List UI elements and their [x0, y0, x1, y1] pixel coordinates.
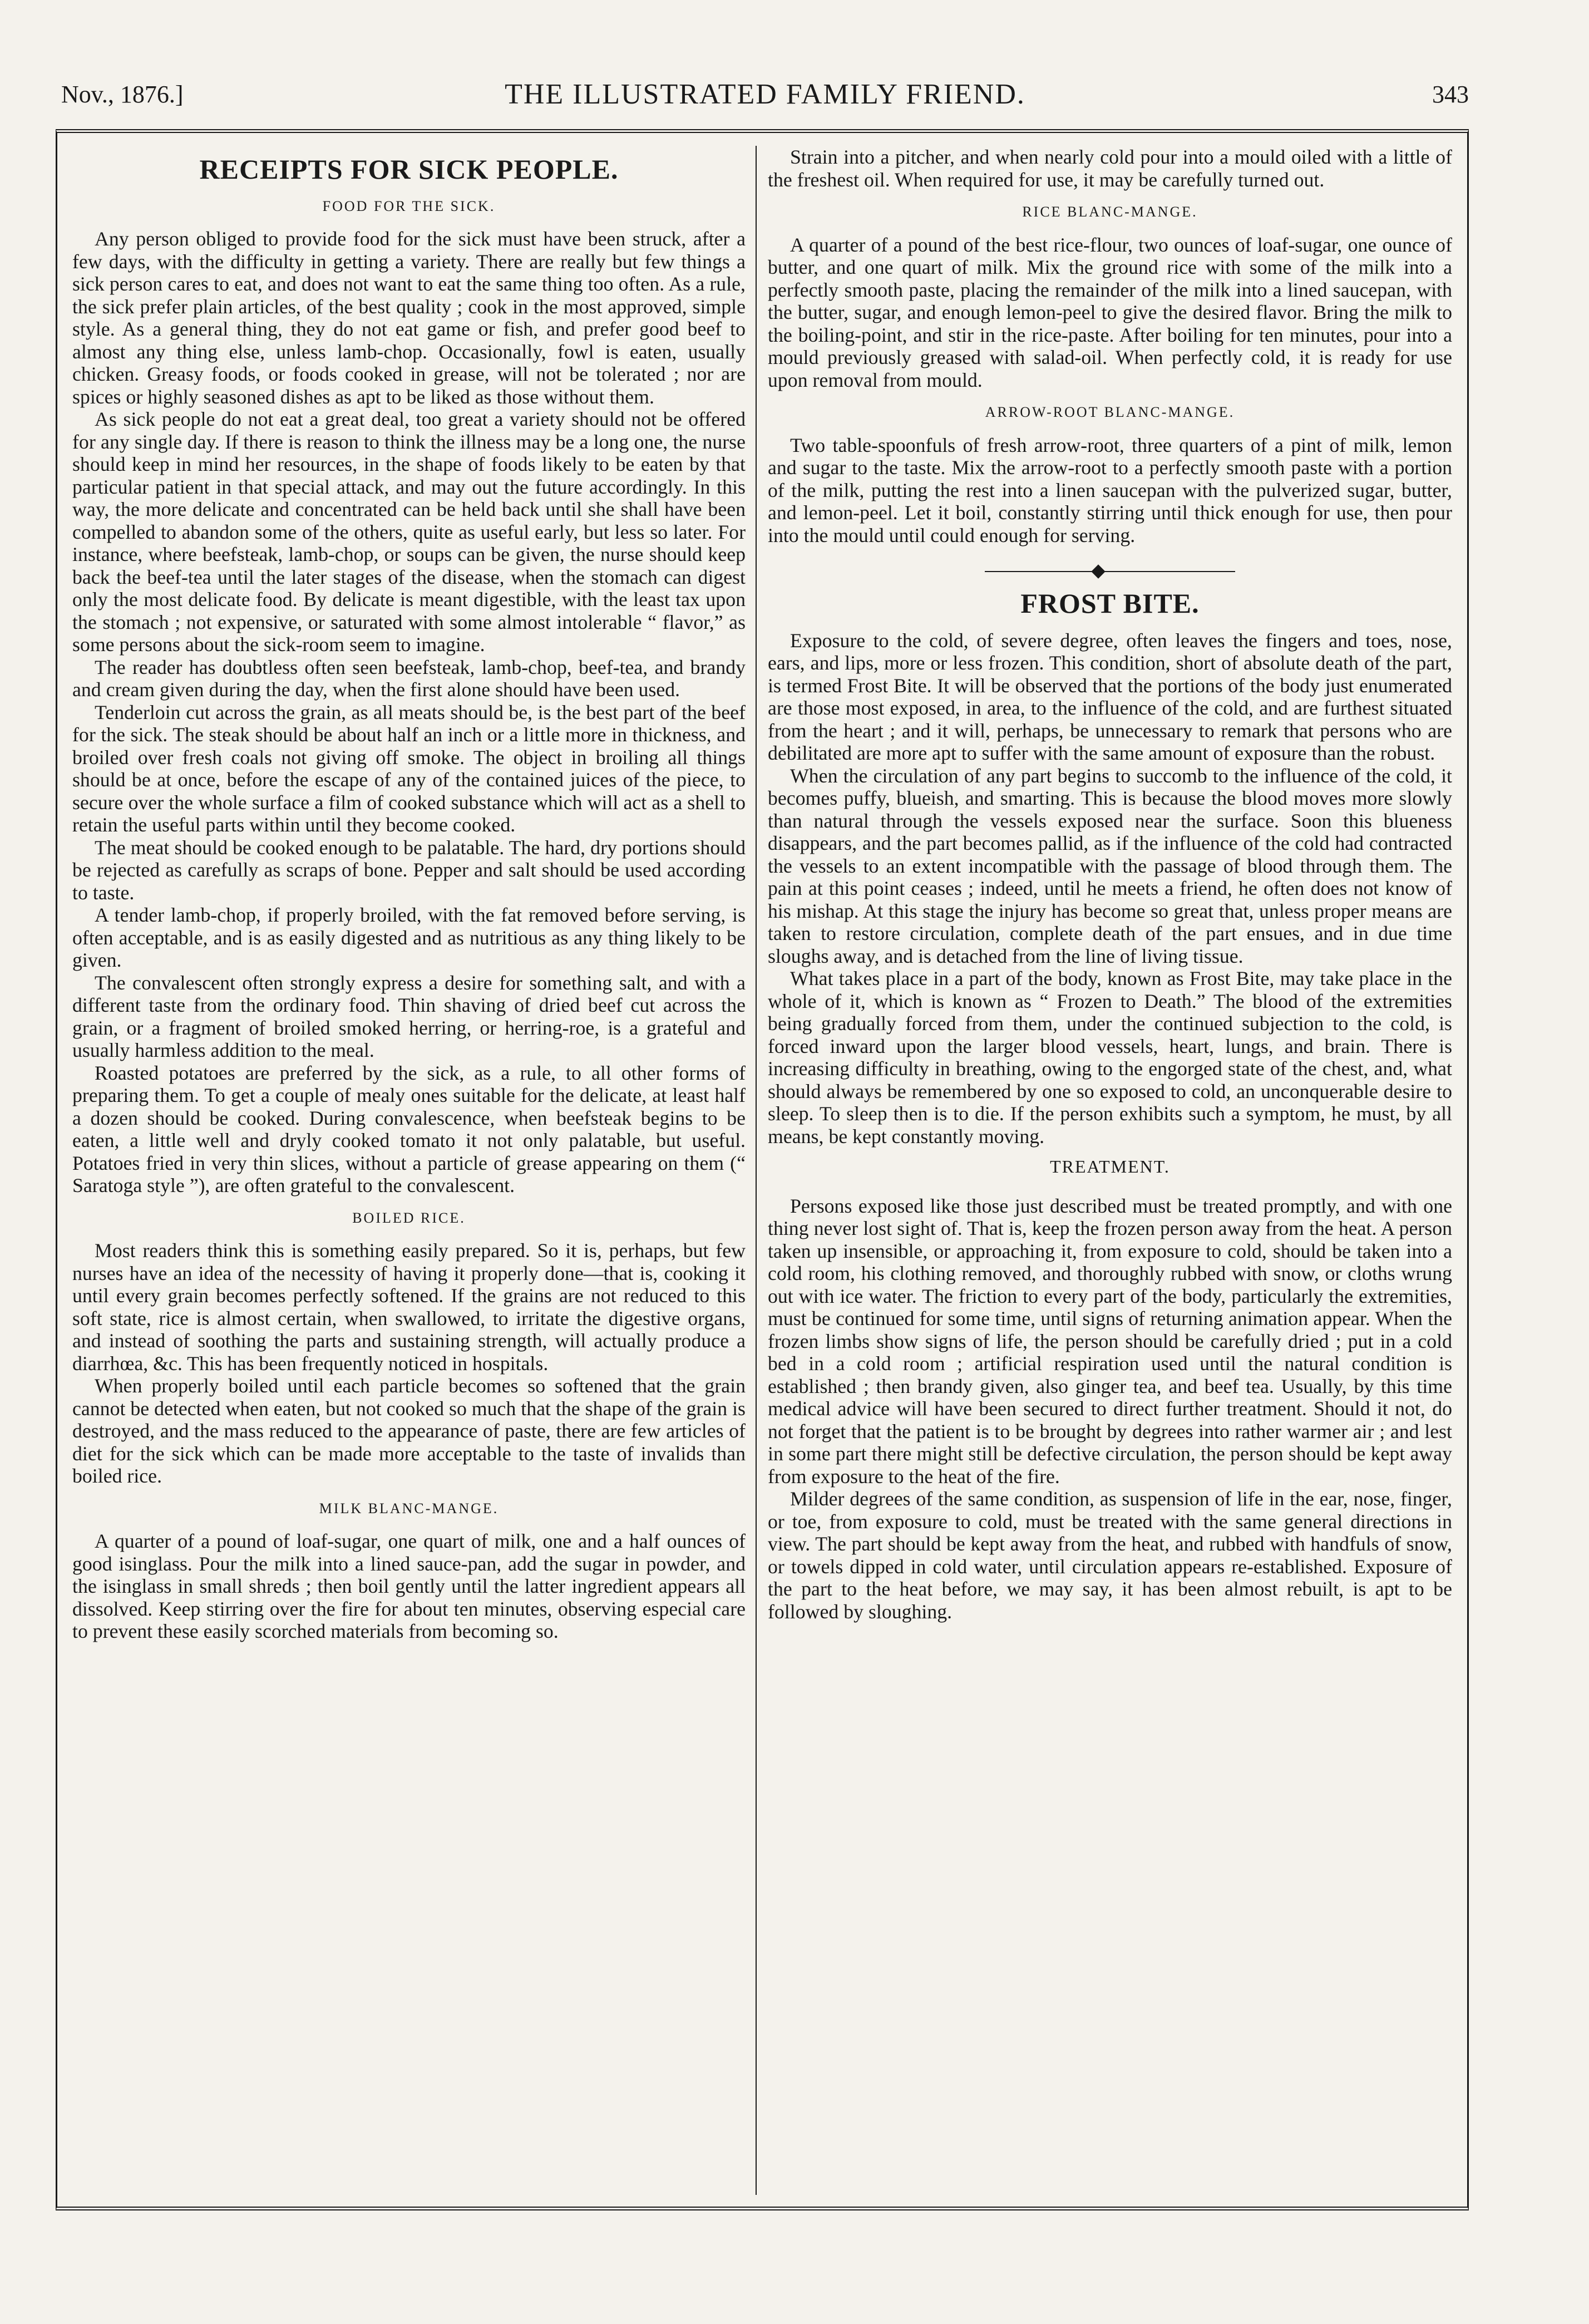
paragraph: When properly boiled until each particle becomes so softened that the grain cannot be detected when eaten, but not cooked so much that the shape of the grain is destroyed, and the mass reduced to the appearance of paste, there are few articles of diet for the sick which can be made more acceptable to the taste of invalids than boiled rice.	[72, 1375, 746, 1487]
divider-ornament	[768, 563, 1452, 580]
paragraph: When the circulation of any part begins to succomb to the influence of the cold, it becomes puffy, blueish, and smarting. This is because the blood moves more slowly than natural through the vessels exposed near the surface. Soon this blueness disappears, and the part becomes pallid, as if the influence of the cold had contracted the vessels to an extent incompatible with the passage of blood through them. The pain at this point ceases ; indeed, until he meets a friend, he often does not know of his mishap. At this stage the injury has become so great that, unless proper means are taken to restore circulation, complete death of the part ensues, and in due time sloughs away, and is detached from the line of living tissue.	[768, 764, 1452, 967]
paragraph: Strain into a pitcher, and when nearly cold pour into a mould oiled with a little of the freshest oil. When required for use, it may be carefully turned out.	[768, 146, 1452, 191]
section-heading-milk-blanc-mange: MILK BLANC-MANGE.	[319, 1500, 499, 1516]
paragraph: The meat should be cooked enough to be palatable. The hard, dry portions should be rejected as carefully as scraps of bone. Pepper and salt should be used according to taste.	[72, 836, 746, 904]
paragraph: Tenderloin cut across the grain, as all meats should be, is the best part of the beef for the sick. The steak should be about half an inch or a little more in thickness, and broiled over fresh coals not giving off smoke. The object in broiling all things should be at once, before the escape of any of the contained juices of the piece, to secure over the whole surface a film of cooked substance which will act as a shell to retain the useful parts within until they become cooked.	[72, 701, 746, 836]
article-title-frost-bite: FROST BITE.	[1020, 588, 1200, 619]
issue-date: Nov., 1876.]	[61, 81, 184, 108]
paragraph: Most readers think this is something easily prepared. So it is, perhaps, but few nurses have an idea of the necessity of having it properly done—that is, cooking it until every grain becomes perfectly softened. If the grains are not reduced to this soft state, rice is almost certain, when swallowed, to irritate the digestive organs, and instead of soothing the parts and sustaining strength, will actually produce a diarrhœa, &c. This has been frequently noticed in hospitals.	[72, 1239, 746, 1375]
left-column	[72, 146, 746, 2196]
section-heading-arrow-root: ARROW-ROOT BLANC-MANGE.	[985, 404, 1235, 420]
section-heading-food: FOOD FOR THE SICK.	[322, 198, 496, 214]
paragraph: The reader has doubtless often seen beefsteak, lamb-chop, beef-tea, and brandy and cream given during the day, when the first alone should have been used.	[72, 656, 746, 701]
page-number: 343	[1432, 81, 1469, 108]
paragraph: What takes place in a part of the body, known as Frost Bite, may take place in the whole of it, which is known as “ Frozen to Death.” The blood of the extremities being gradually forced from them, under the continued subjection to the cold, is forced inward upon the larger blood vessels, heart, lungs, and brain. There is increasing difficulty in breathing, owing to the engorged state of the chest, and, what should always be remembered by one so exposed to cold, an unconquerable desire to sleep. To sleep then is to die. If the person exhibits such a symptom, he must, by all means, be kept constantly moving.	[768, 967, 1452, 1148]
paragraph: A quarter of a pound of loaf-sugar, one quart of milk, one and a half ounces of good isinglass. Pour the milk into a lined sauce-pan, add the sugar in powder, and the isinglass in small shreds ; then boil gently until the latter ingredient appears all dissolved. Keep stirring over the fire for about ten minutes, observing especial care to prevent these easily scorched materials from becoming so.	[72, 1530, 746, 1642]
paragraph: A quarter of a pound of the best rice-flour, two ounces of loaf-sugar, one ounce of butter, and one quart of milk. Mix the ground rice with some of the milk into a perfectly smooth paste, placing the remainder of the milk into a lined saucepan, with the butter, sugar, and enough lemon-peel to give the desired flavor. Bring the milk to the boiling-point, and stir in the rice-paste. After boiling for ten minutes, pour into a mould previously greased with salad-oil. When perfectly cold, it is ready for use upon removal from mould.	[768, 233, 1452, 391]
masthead: THE ILLUSTRATED FAMILY FRIEND.	[505, 78, 1025, 110]
right-column	[768, 146, 1452, 2196]
paragraph: A tender lamb-chop, if properly broiled, with the fat removed before serving, is often acceptable, and is as easily digested and as nutritious as any thing likely to be given.	[72, 904, 746, 971]
paragraph: The convalescent often strongly express a desire for something salt, and with a different taste from the ordinary food. Thin shaving of dried beef cut across the grain, or a fragment of broiled smoked herring, or herring-roe, is a grateful and usually harmless addition to the meal.	[72, 971, 746, 1061]
paragraph: Persons exposed like those just described must be treated promptly, and with one thing never lost sight of. That is, keep the frozen person away from the heat. A person taken up insensible, or approaching it, from exposure to cold, should be taken into a cold room, his clothing removed, and thoroughly rubbed with snow, or cloths wrung out with ice water. The friction to every part of the body, particularly the extremities, must be continued for some time, until signs of returning animation appear. When the frozen limbs show signs of life, the person should be carefully dried ; put in a cold bed in a cold room ; artificial respiration used until the natural condition is established ; then brandy given, also ginger tea, and beef tea. Usually, by this time medical advice will have been secured to direct further treatment. Should it not, do not forget that the patient is to be brought by degrees into rather warmer air ; and lest in some part there might still be defective circulation, the person should be kept away from exposure to the heat of the fire.	[768, 1194, 1452, 1488]
article-title-receipts: RECEIPTS FOR SICK PEOPLE.	[199, 154, 619, 185]
column-rule	[756, 146, 757, 2195]
paragraph: Any person obliged to provide food for the sick must have been struck, after a few days, with the difficulty in getting a variety. There are really but few things a sick person cares to eat, and does not want to eat the same thing too often. As a rule, the sick prefer plain articles, of the best quality ; cook in the most approved, simple style. As a general thing, they do not eat game or fish, and prefer good beef to almost any thing else, unless lamb-chop. Occasionally, fowl is eaten, usually chicken. Greasy foods, or foods cooked in grease, will not be tolerated ; nor are spices or highly seasoned dishes as apt to be liked as those without them.	[72, 228, 746, 408]
section-heading-boiled-rice: BOILED RICE.	[352, 1209, 466, 1226]
paragraph: Milder degrees of the same condition, as suspension of life in the ear, nose, finger, or toe, from exposure to cold, must be treated with the same general directions in view. The part should be kept away from the heat, and rubbed with handfuls of snow, or towels dipped in cold water, until circulation appears re-established. Exposure of the part to the heat before, we may say, it has been almost rebuilt, is apt to be followed by sloughing.	[768, 1488, 1452, 1623]
paragraph: Exposure to the cold, of severe degree, often leaves the fingers and toes, nose, ears, and lips, more or less frozen. This condition, short of absolute death of the part, is termed Frost Bite. It will be observed that the portions of the body just enumerated are those most exposed, in area, to the influence of the cold, and are furthest situated from the heart ; and it will, perhaps, be unnecessary to remark that persons who are debilitated are more apt to suffer with the same amount of exposure than the robust.	[768, 629, 1452, 764]
paragraph: Roasted potatoes are preferred by the sick, as a rule, to all other forms of preparing them. To get a couple of mealy ones suitable for the delicate, at least half a dozen should be cooked. During convalescence, when beefsteak begins to be eaten, a little well and dryly cooked tomato it not only palatable, but useful. Potatoes fried in very thin slices, without a particle of grease appearing on them (“ Saratoga style ”), are often grateful to the convalescent.	[72, 1061, 746, 1197]
section-heading-rice-blanc-mange: RICE BLANC-MANGE.	[1022, 204, 1198, 220]
paragraph: As sick people do not eat a great deal, too great a variety should not be offered for any single day. If there is reason to think the illness may be a long one, the nurse should keep in mind her resources, in the shape of foods likely to be eaten by that particular patient in that special attack, and may out the future accordingly. In this way, the more delicate and concentrated can be held back until she shall have been compelled to abandon some of the others, quite as useful early, but less so later. For instance, where beefsteak, lamb-chop, or soups can be given, the nurse should keep back the beef-tea until the later stages of the disease, when the stomach can digest only the most delicate food. By delicate is meant digestible, with the least tax upon the stomach ; not expensive, or saturated with some almost intolerable “ flavor,” as some persons about the sick-room seem to imagine.	[72, 408, 746, 656]
page-header	[61, 72, 1469, 117]
section-heading-treatment: TREATMENT.	[1050, 1156, 1170, 1176]
paragraph: Two table-spoonfuls of fresh arrow-root, three quarters of a pint of milk, lemon and sugar to the taste. Mix the arrow-root to a perfectly smooth paste with a portion of the milk, putting the rest into a linen saucepan with the pulverized sugar, butter, and lemon-peel. Let it boil, constantly stirring until thick enough for use, then pour into the mould until could enough for serving.	[768, 434, 1452, 546]
